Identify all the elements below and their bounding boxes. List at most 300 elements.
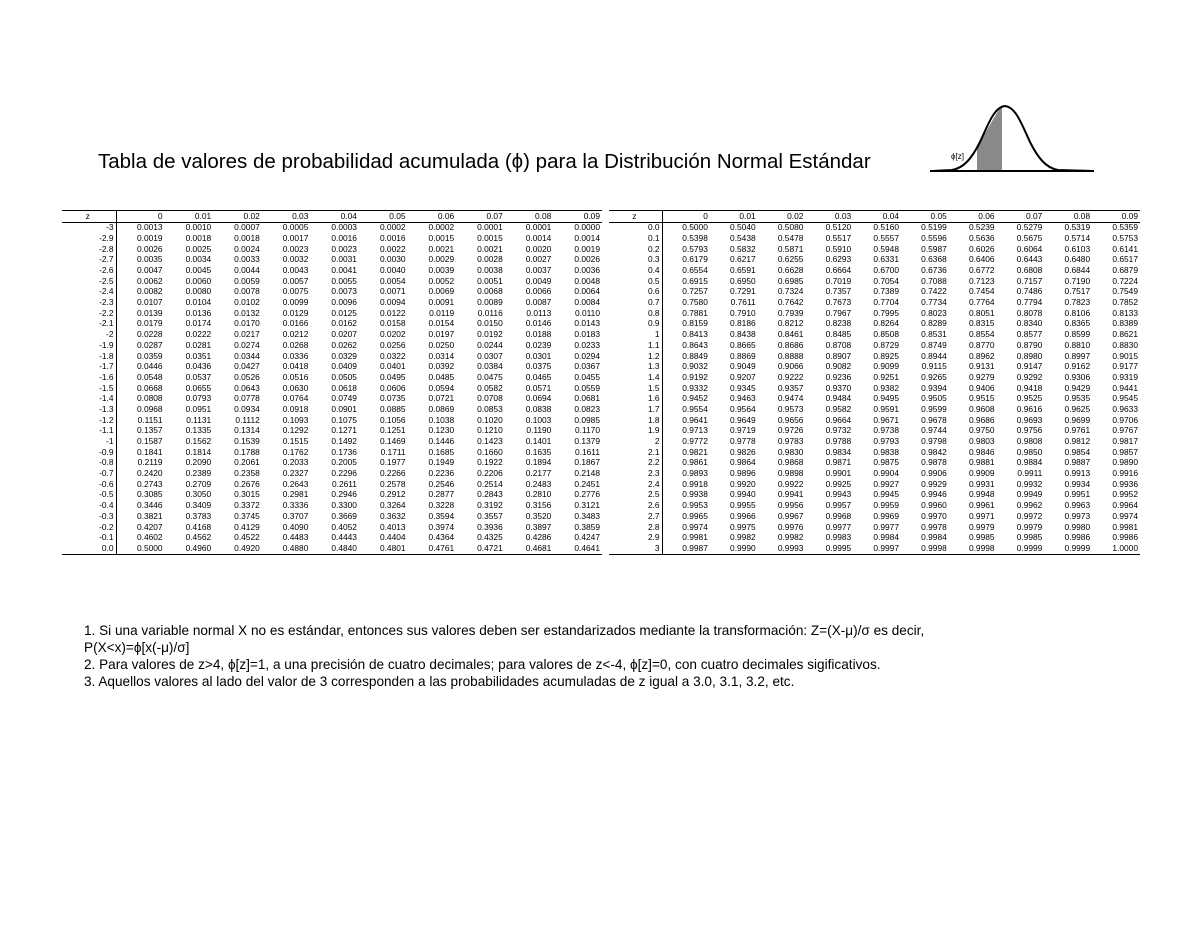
probability-cell: 0.0162 <box>331 318 357 329</box>
probability-cell: 0.9370 <box>825 383 852 393</box>
probability-cell: 0.0116 <box>477 308 503 318</box>
probability-cell: 0.0174 <box>185 318 212 329</box>
probability-cell: 0.0096 <box>331 297 357 308</box>
probability-cell: 0.9972 <box>1016 511 1043 521</box>
probability-cell: 0.3974 <box>428 521 455 532</box>
probability-cell: 0.2033 <box>282 457 309 468</box>
probability-cell: 0.9881 <box>968 457 995 468</box>
probability-cell: 0.9980 <box>1064 521 1091 532</box>
probability-cell: 0.8133 <box>1112 308 1138 318</box>
probability-cell: 0.0618 <box>331 383 357 393</box>
probability-cell: 0.9678 <box>921 415 947 425</box>
probability-cell: 0.2843 <box>477 489 503 500</box>
probability-cell: 0.9706 <box>1112 415 1138 425</box>
probability-cell: 0.1539 <box>234 436 260 447</box>
probability-cell: 0.9772 <box>682 436 708 447</box>
probability-cell: 0.0139 <box>136 308 163 318</box>
probability-cell: 0.9357 <box>777 383 804 393</box>
probability-cell: 0.8830 <box>1112 340 1138 350</box>
table-row <box>609 298 1140 309</box>
probability-cell: 0.2709 <box>185 479 212 489</box>
probability-cell: 0.0192 <box>477 329 503 340</box>
z-value: -0.4 <box>62 501 116 512</box>
probability-cell: 0.0262 <box>331 340 357 350</box>
probability-cell: 0.0028 <box>477 254 503 265</box>
probability-cell: 0.1788 <box>234 447 260 457</box>
probability-cell: 0.9279 <box>968 372 995 382</box>
probability-cell: 0.9932 <box>1016 479 1043 489</box>
probability-cell: 0.3300 <box>331 500 357 511</box>
probability-cell: 0.1894 <box>525 457 552 468</box>
probability-cell: 0.0060 <box>185 276 212 286</box>
probability-cell: 0.9616 <box>1016 404 1043 414</box>
z-value: 2.9 <box>609 533 662 544</box>
table-row <box>609 319 1140 330</box>
probability-cell: 0.8186 <box>730 318 756 329</box>
probability-cell: 0.9834 <box>825 447 852 457</box>
probability-cell: 0.9099 <box>873 361 899 372</box>
probability-cell: 0.9973 <box>1064 511 1091 521</box>
probability-cell: 0.9936 <box>1112 479 1138 489</box>
probability-cell: 0.9406 <box>968 383 995 393</box>
probability-cell: 0.3632 <box>379 511 406 521</box>
probability-cell: 0.7454 <box>968 286 995 297</box>
z-value: -0.5 <box>62 490 116 501</box>
probability-cell: 0.0021 <box>428 244 455 254</box>
table-row <box>609 330 1140 341</box>
probability-cell: 0.0571 <box>525 383 552 393</box>
probability-cell: 0.0202 <box>379 329 406 340</box>
probability-cell: 0.0179 <box>136 318 163 329</box>
probability-cell: 0.0233 <box>574 340 600 350</box>
probability-cell: 0.0526 <box>234 372 260 382</box>
probability-cell: 0.9756 <box>1016 425 1043 436</box>
probability-cell: 0.0019 <box>136 233 163 243</box>
probability-cell: 0.3520 <box>525 511 552 521</box>
z-value: -1.8 <box>62 351 116 362</box>
probability-cell: 0.6064 <box>1016 244 1043 254</box>
z-value: -1.6 <box>62 372 116 383</box>
probability-cell: 0.9887 <box>1064 457 1091 468</box>
probability-cell: 0.9995 <box>805 543 853 554</box>
probability-cell: 0.1635 <box>525 447 552 457</box>
probability-cell: 0.9986 <box>1064 532 1091 543</box>
probability-cell: 0.1190 <box>526 425 552 436</box>
probability-cell: 0.9945 <box>873 489 899 500</box>
table-row <box>62 319 602 330</box>
probability-cell: 0.6844 <box>1064 265 1091 276</box>
z-value: 1.7 <box>609 404 662 415</box>
probability-cell: 0.7517 <box>1064 286 1091 297</box>
probability-cell: 0.3264 <box>379 500 406 511</box>
probability-cell: 0.7054 <box>873 276 899 286</box>
z-header: z <box>62 211 116 223</box>
probability-cell: 0.0384 <box>477 361 503 372</box>
probability-cell: 0.7486 <box>1016 286 1043 297</box>
probability-cell: 0.0485 <box>428 372 455 382</box>
probability-cell: 0.0032 <box>282 254 309 265</box>
probability-cell: 0.2177 <box>525 468 552 479</box>
probability-cell: 0.1093 <box>282 415 309 425</box>
probability-cell: 0.9987 <box>662 543 710 554</box>
probability-cell: 0.0094 <box>379 297 406 308</box>
probability-cell: 0.9934 <box>1064 479 1091 489</box>
probability-cell: 0.1711 <box>380 447 406 457</box>
probability-cell: 0.0294 <box>574 350 600 361</box>
probability-cell: 0.9554 <box>682 404 708 414</box>
probability-cell: 0.0073 <box>331 286 357 297</box>
probability-cell: 0.0158 <box>379 318 406 329</box>
z-value: 0.8 <box>609 308 662 319</box>
table-row <box>62 511 602 522</box>
probability-cell: 0.9793 <box>873 436 899 447</box>
probability-cell: 0.9884 <box>1016 457 1043 468</box>
probability-cell: 0.0016 <box>379 233 406 243</box>
z-value: -1.2 <box>62 415 116 426</box>
probability-cell: 0.9306 <box>1064 372 1091 382</box>
probability-cell: 0.2912 <box>379 489 406 500</box>
probability-cell: 0.6331 <box>873 254 899 265</box>
probability-cell: 0.4761 <box>408 543 457 554</box>
probability-cell: 0.2119 <box>137 457 163 468</box>
column-header: 0 <box>662 211 710 223</box>
probability-cell: 0.6879 <box>1112 265 1138 276</box>
probability-cell: 0.9922 <box>777 479 804 489</box>
probability-cell: 0.9838 <box>873 447 899 457</box>
probability-cell: 0.9418 <box>1016 383 1043 393</box>
z-value: 0.0 <box>62 543 116 554</box>
z-value: -2.1 <box>62 319 116 330</box>
probability-cell: 0.1515 <box>282 436 309 447</box>
column-header: 0.02 <box>213 211 262 223</box>
z-value: -0.9 <box>62 447 116 458</box>
probability-cell: 0.0793 <box>185 393 212 404</box>
probability-cell: 0.0559 <box>574 383 600 393</box>
probability-cell: 0.0020 <box>525 244 552 254</box>
probability-cell: 0.9265 <box>921 372 947 382</box>
probability-cell: 0.8665 <box>730 340 756 350</box>
probability-cell: 0.9943 <box>825 489 852 500</box>
probability-cell: 0.0044 <box>234 265 260 276</box>
probability-cell: 0.6664 <box>825 265 852 276</box>
probability-cell: 0.9931 <box>968 479 995 489</box>
notes <box>84 622 924 690</box>
probability-cell: 0.9986 <box>1112 532 1138 543</box>
probability-cell: 0.5398 <box>682 233 708 243</box>
probability-cell: 0.9871 <box>825 457 852 468</box>
probability-cell: 0.0005 <box>282 222 309 233</box>
probability-cell: 0.9693 <box>1016 415 1043 425</box>
probability-cell: 0.0668 <box>136 383 163 393</box>
probability-cell: 0.1038 <box>428 415 455 425</box>
probability-cell: 0.4920 <box>213 543 262 554</box>
probability-cell: 0.5753 <box>1112 233 1138 243</box>
table-row <box>609 383 1140 394</box>
probability-cell: 0.9953 <box>682 500 708 511</box>
probability-cell: 0.9979 <box>968 521 995 532</box>
probability-cell: 0.0129 <box>282 308 309 318</box>
probability-cell: 0.0351 <box>185 350 212 361</box>
probability-cell: 0.3228 <box>428 500 455 511</box>
probability-cell: 0.8997 <box>1064 350 1091 361</box>
probability-cell: 0.0010 <box>185 222 212 233</box>
probability-cell: 0.5359 <box>1112 222 1138 233</box>
probability-cell: 0.4641 <box>553 543 602 554</box>
probability-cell: 0.6141 <box>1112 244 1138 254</box>
probability-cell: 0.0256 <box>379 340 406 350</box>
probability-cell: 0.1271 <box>331 425 357 436</box>
probability-cell: 0.9821 <box>682 447 708 457</box>
probability-cell: 0.7704 <box>873 297 899 308</box>
probability-cell: 0.1562 <box>185 436 212 447</box>
probability-cell: 0.9495 <box>873 393 899 404</box>
probability-cell: 0.0274 <box>234 340 260 350</box>
probability-cell: 1.0000 <box>1092 543 1140 554</box>
probability-cell: 0.0281 <box>185 340 212 350</box>
probability-cell: 0.9599 <box>921 404 947 414</box>
z-value: 1.1 <box>609 340 662 351</box>
z-value: -1.1 <box>62 426 116 437</box>
probability-cell: 0.0040 <box>379 265 406 276</box>
probability-cell: 0.9505 <box>921 393 947 404</box>
probability-cell: 0.9664 <box>825 415 852 425</box>
probability-cell: 0.6179 <box>682 254 708 265</box>
table-row <box>62 308 602 319</box>
probability-cell: 0.0024 <box>234 244 260 254</box>
z-value: 0.7 <box>609 298 662 309</box>
z-value: 2.3 <box>609 469 662 480</box>
probability-cell: 0.9484 <box>825 393 852 404</box>
probability-cell: 0.9441 <box>1112 383 1138 393</box>
table-row <box>62 447 602 458</box>
z-value: -0.6 <box>62 479 116 490</box>
probability-cell: 0.0359 <box>136 350 163 361</box>
probability-cell: 0.8159 <box>682 318 708 329</box>
probability-cell: 0.9971 <box>968 511 995 521</box>
table-row <box>62 330 602 341</box>
probability-cell: 0.9842 <box>921 447 947 457</box>
probability-cell: 0.2776 <box>574 489 600 500</box>
probability-cell: 0.9909 <box>968 468 995 479</box>
probability-cell: 0.9970 <box>921 511 947 521</box>
z-value: -2.2 <box>62 308 116 319</box>
probability-cell: 0.7910 <box>730 308 756 318</box>
probability-cell: 0.7852 <box>1112 297 1138 308</box>
probability-cell: 0.0643 <box>234 383 260 393</box>
probability-cell: 0.7291 <box>730 286 756 297</box>
table-row <box>609 436 1140 447</box>
probability-cell: 0.6808 <box>1016 265 1043 276</box>
z-value: -1.9 <box>62 340 116 351</box>
probability-cell: 0.9515 <box>968 393 995 404</box>
z-value: 2.6 <box>609 501 662 512</box>
probability-cell: 0.0045 <box>185 265 212 276</box>
probability-cell: 0.0113 <box>526 308 552 318</box>
probability-cell: 0.9951 <box>1064 489 1091 500</box>
table-row <box>62 404 602 415</box>
probability-cell: 0.0036 <box>574 265 600 276</box>
table-row <box>609 522 1140 533</box>
probability-cell: 0.9955 <box>730 500 756 511</box>
z-value: -2.5 <box>62 276 116 287</box>
probability-cell: 0.2810 <box>525 489 552 500</box>
column-header: 0.06 <box>408 211 457 223</box>
table-row <box>62 501 602 512</box>
probability-cell: 0.9726 <box>777 425 804 436</box>
probability-cell: 0.0066 <box>525 286 552 297</box>
probability-cell: 0.0217 <box>234 329 260 340</box>
table-row <box>609 426 1140 437</box>
probability-cell: 0.0222 <box>185 329 212 340</box>
table-row <box>609 233 1140 244</box>
probability-cell: 0.3897 <box>525 521 552 532</box>
probability-cell: 0.0102 <box>234 297 260 308</box>
probability-cell: 0.9452 <box>682 393 708 404</box>
probability-cell: 0.6026 <box>968 244 995 254</box>
probability-cell: 0.6591 <box>730 265 756 276</box>
probability-cell: 0.4721 <box>456 543 505 554</box>
probability-cell: 0.8944 <box>921 350 947 361</box>
column-header: 0.05 <box>359 211 408 223</box>
probability-cell: 0.0062 <box>136 276 163 286</box>
probability-cell: 0.9906 <box>921 468 947 479</box>
probability-cell: 0.9066 <box>777 361 804 372</box>
probability-cell: 0.0002 <box>379 222 406 233</box>
probability-cell: 0.8599 <box>1064 329 1091 340</box>
probability-cell: 0.0071 <box>379 286 406 297</box>
probability-cell: 0.8925 <box>873 350 899 361</box>
probability-cell: 0.4681 <box>505 543 554 554</box>
probability-cell: 0.0091 <box>428 297 455 308</box>
probability-cell: 0.2296 <box>331 468 357 479</box>
column-header: 0.04 <box>853 211 901 223</box>
probability-cell: 0.0336 <box>282 350 309 361</box>
probability-cell: 0.1075 <box>331 415 357 425</box>
probability-cell: 0.6293 <box>825 254 852 265</box>
probability-cell: 0.9999 <box>997 543 1045 554</box>
probability-cell: 0.9985 <box>968 532 995 543</box>
probability-cell: 0.0465 <box>525 372 552 382</box>
probability-cell: 0.5832 <box>730 244 756 254</box>
column-header: 0.07 <box>997 211 1045 223</box>
probability-cell: 0.0188 <box>525 329 552 340</box>
probability-cell: 0.0089 <box>477 297 503 308</box>
probability-cell: 0.6985 <box>777 276 804 286</box>
probability-cell: 0.0015 <box>428 233 455 243</box>
probability-cell: 0.9147 <box>1016 361 1043 372</box>
probability-cell: 0.9778 <box>730 436 756 447</box>
probability-cell: 0.0043 <box>282 265 309 276</box>
probability-cell: 0.0244 <box>477 340 503 350</box>
probability-cell: 0.2236 <box>428 468 455 479</box>
z-value: 1.9 <box>609 426 662 437</box>
probability-cell: 0.9474 <box>777 393 804 404</box>
probability-cell: 0.2578 <box>379 479 406 489</box>
z-value: -2.6 <box>62 265 116 276</box>
probability-cell: 0.0239 <box>525 340 552 350</box>
probability-cell: 0.0446 <box>136 361 163 372</box>
probability-cell: 0.5517 <box>825 233 852 243</box>
probability-cell: 0.9803 <box>968 436 995 447</box>
probability-cell: 0.1685 <box>428 447 455 457</box>
probability-cell: 0.9967 <box>777 511 804 521</box>
probability-cell: 0.9177 <box>1112 361 1138 372</box>
probability-cell: 0.8365 <box>1064 318 1091 329</box>
probability-cell: 0.0951 <box>185 404 212 414</box>
probability-cell: 0.0018 <box>185 233 212 243</box>
probability-cell: 0.2005 <box>331 457 357 468</box>
table-row <box>609 340 1140 351</box>
probability-cell: 0.9719 <box>730 425 756 436</box>
probability-cell: 0.2676 <box>234 479 260 489</box>
probability-cell: 0.5319 <box>1064 222 1091 233</box>
probability-cell: 0.0207 <box>331 329 357 340</box>
table-row <box>62 436 602 447</box>
probability-cell: 0.0367 <box>574 361 600 372</box>
probability-cell: 0.7157 <box>1016 276 1043 286</box>
probability-cell: 0.0307 <box>477 350 503 361</box>
z-header: z <box>609 211 662 223</box>
probability-cell: 0.9918 <box>682 479 708 489</box>
probability-cell: 0.9913 <box>1064 468 1091 479</box>
probability-cell: 0.0014 <box>574 233 600 243</box>
probability-cell: 0.8438 <box>730 329 756 340</box>
probability-cell: 0.7995 <box>873 308 899 318</box>
probability-cell: 0.4880 <box>262 543 311 554</box>
probability-cell: 0.9898 <box>777 468 804 479</box>
probability-cell: 0.9649 <box>730 415 756 425</box>
probability-cell: 0.0778 <box>234 393 260 404</box>
column-header: 0.02 <box>758 211 806 223</box>
probability-cell: 0.0537 <box>185 372 212 382</box>
z-value: -0.8 <box>62 458 116 469</box>
table-row <box>62 383 602 394</box>
probability-cell: 0.9750 <box>968 425 995 436</box>
z-value: 1.5 <box>609 383 662 394</box>
probability-cell: 0.5080 <box>777 222 804 233</box>
probability-cell: 0.3557 <box>477 511 503 521</box>
probability-cell: 0.0392 <box>428 361 455 372</box>
probability-cell: 0.9857 <box>1112 447 1138 457</box>
probability-cell: 0.0869 <box>428 404 455 414</box>
probability-cell: 0.9192 <box>682 372 708 382</box>
probability-cell: 0.9965 <box>682 511 708 521</box>
probability-cell: 0.9896 <box>730 468 756 479</box>
probability-cell: 0.0080 <box>185 286 212 297</box>
probability-cell: 0.4483 <box>282 532 309 543</box>
z-value: 0.2 <box>609 244 662 255</box>
probability-cell: 0.0681 <box>574 393 600 404</box>
probability-cell: 0.9582 <box>825 404 852 414</box>
probability-cell: 0.5040 <box>730 222 756 233</box>
probability-cell: 0.4325 <box>477 532 503 543</box>
probability-cell: 0.9761 <box>1064 425 1091 436</box>
probability-cell: 0.0068 <box>477 286 503 297</box>
probability-cell: 0.9591 <box>873 404 899 414</box>
probability-cell: 0.8849 <box>682 350 708 361</box>
probability-cell: 0.9850 <box>1016 447 1043 457</box>
probability-cell: 0.0764 <box>282 393 309 404</box>
probability-cell: 0.6950 <box>730 276 756 286</box>
probability-cell: 0.1922 <box>477 457 503 468</box>
probability-cell: 0.0000 <box>574 222 600 233</box>
probability-cell: 0.6736 <box>921 265 947 276</box>
probability-cell: 0.9830 <box>777 447 804 457</box>
probability-cell: 0.2611 <box>331 479 357 489</box>
probability-cell: 0.9952 <box>1112 489 1138 500</box>
z-value: 1.8 <box>609 415 662 426</box>
probability-cell: 0.2643 <box>282 479 309 489</box>
